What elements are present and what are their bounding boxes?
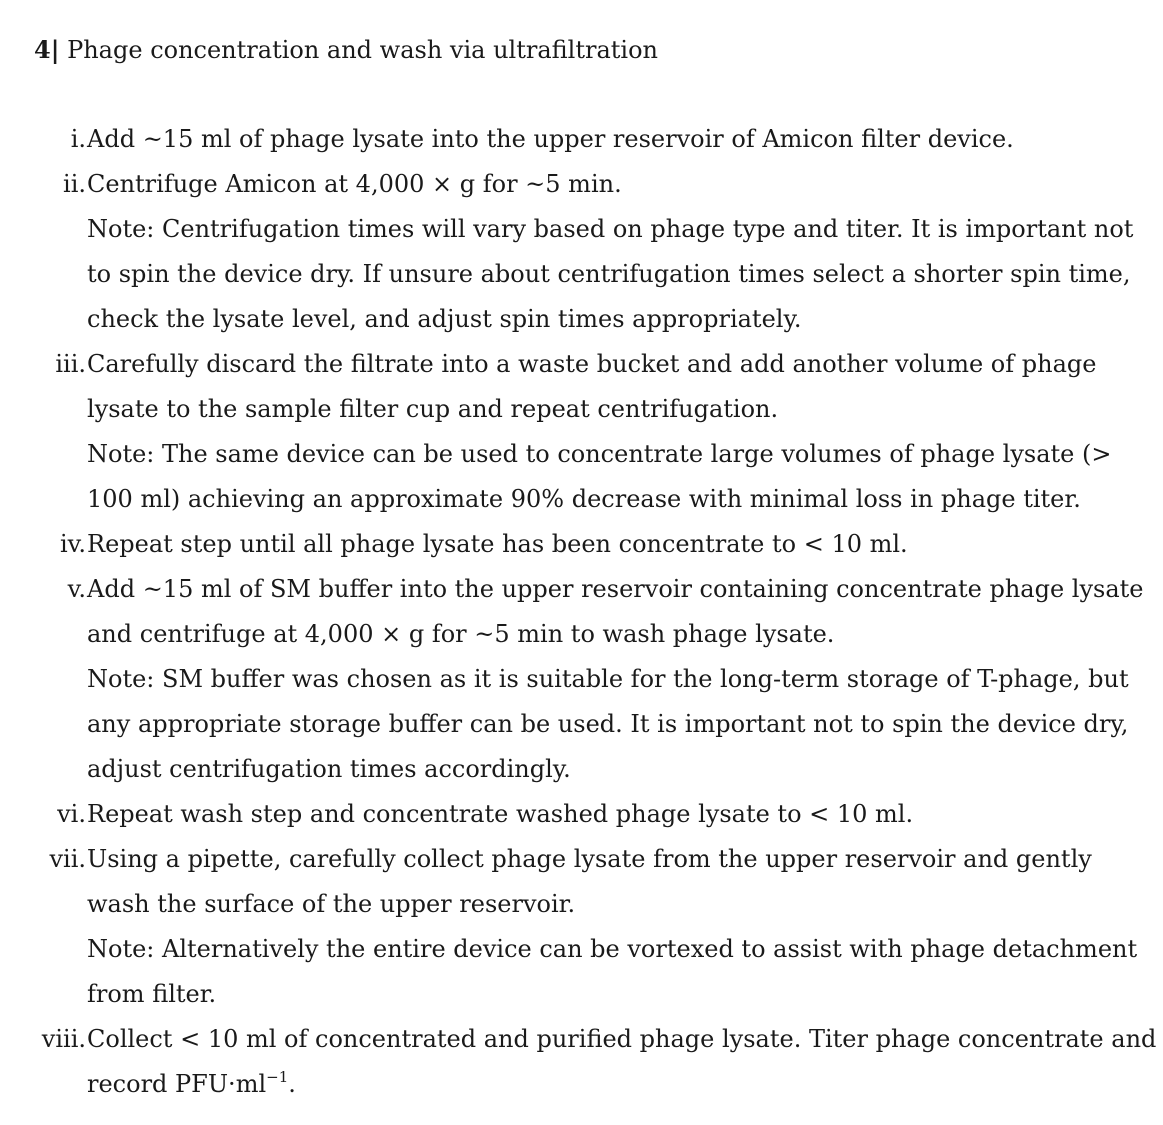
step-note: Note: SM buffer was chosen as it is suitable for the long-term storage of T-phage, but any appropriate storage buffer can be used. It is important not to spin the device dry, adjust centrifugation times accordingly. (87, 665, 1129, 783)
step-number: vi. (57, 800, 86, 828)
step-note: Note: Centrifugation times will vary based on phage type and titer. It is important not to spin the device dry. If unsure about centrifugation times select a shorter spin time, check the lysate level, and adjust spin times appropriately. (87, 215, 1134, 333)
step-note: Note: Alternatively the entire device can be vortexed to assist with phage detachment from filter. (87, 935, 1138, 1008)
step-text: Using a pipette, carefully collect phage lysate from the upper reservoir and gently wash the surface of the upper reservoir. (87, 845, 1092, 918)
step-number: iv. (59, 530, 86, 558)
protocol-steps (0, 117, 1163, 1107)
step-text: Add ~15 ml of SM buffer into the upper reservoir containing concentrate phage lysate and centrifuge at 4,000 × g for ~5 min to wash phage lysate. (87, 575, 1144, 648)
step-number: i. (70, 125, 86, 153)
step-7 (0, 837, 1163, 1017)
section-title: Phage concentration and wash via ultrafiltration (67, 36, 658, 64)
step-5 (0, 567, 1163, 792)
step-note: Note: The same device can be used to concentrate large volumes of phage lysate (> 100 ml) achieving an approximate 90% decrease with minimal loss in phage titer. (87, 440, 1112, 513)
step-text: Repeat wash step and concentrate washed phage lysate to < 10 ml. (87, 800, 914, 828)
step-text-main: Collect < 10 ml of concentrated and purified phage lysate. Titer phage concentrate and record PFU·ml (87, 1025, 1157, 1098)
step-6 (0, 792, 1163, 837)
section-number: 4| (34, 35, 60, 64)
step-text-end: . (288, 1070, 296, 1098)
step-number: iii. (55, 350, 86, 378)
step-text: Add ~15 ml of phage lysate into the upper reservoir of Amicon filter device. (87, 125, 1014, 153)
step-number: ii. (63, 170, 86, 198)
step-text: Repeat step until all phage lysate has been concentrate to < 10 ml. (87, 530, 908, 558)
step-4 (0, 522, 1163, 567)
step-2 (0, 162, 1163, 342)
step-number: vii. (49, 845, 86, 873)
step-number: v. (67, 575, 86, 603)
unit-superscript: −1 (266, 1068, 289, 1086)
step-text (87, 1017, 1157, 1107)
step-text: Carefully discard the filtrate into a waste bucket and add another volume of phage lysate to the sample filter cup and repeat centrifugation. (87, 350, 1097, 423)
step-number: viii. (41, 1025, 86, 1053)
step-8 (0, 1017, 1163, 1107)
section-heading (34, 30, 658, 70)
step-1 (0, 117, 1163, 162)
step-3 (0, 342, 1163, 522)
step-text: Centrifuge Amicon at 4,000 × g for ~5 min. (87, 170, 622, 198)
